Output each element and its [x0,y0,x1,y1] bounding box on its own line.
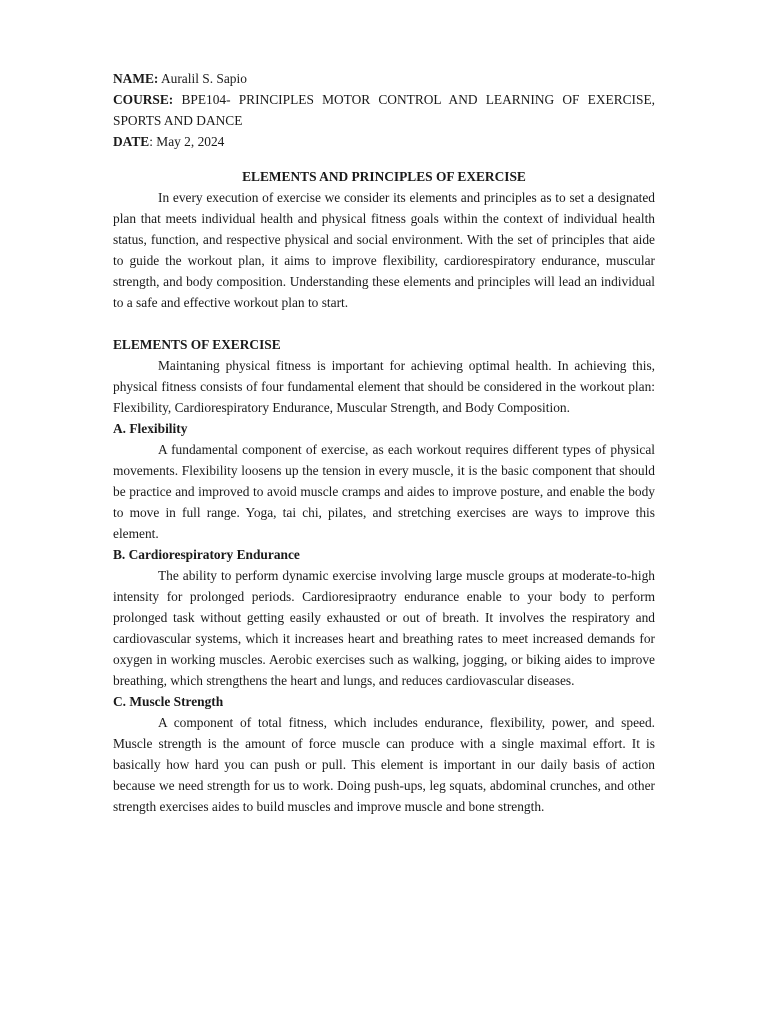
name-value: Auralil S. Sapio [160,71,247,86]
muscle-strength-heading: C. Muscle Strength [113,694,224,709]
name-line [113,68,655,89]
flexibility-heading: A. Flexibility [113,421,188,436]
course-label: COURSE: [113,92,174,107]
document-page [113,68,655,817]
date-value: : May 2, 2024 [149,134,225,149]
date-label: DATE [113,134,150,149]
intro-paragraph: In every execution of exercise we consider its elements and principles as to set a designated plan that meets individual health and physical fitness goals within the context of individual health status, function, and respective physical and social environment. With the set of principles that aide to guide the workout plan, it aims to improve flexibility, cardiorespiratory endurance, muscular strength, and body composition. Understanding these elements and principles will lead an individual to a safe and effective workout plan to start. [113,190,655,310]
name-label: NAME: [113,71,159,86]
elements-heading: ELEMENTS OF EXERCISE [113,337,281,352]
document-title: ELEMENTS AND PRINCIPLES OF EXERCISE [242,169,526,184]
flexibility-paragraph: A fundamental component of exercise, as each workout requires different types of physical movements. Flexibility loosens up the tension in every muscle, it is the basic component that should be practice and improved to avoid muscle cramps and aides to improve posture, and enable the body to move in full range. Yoga, tai chi, pilates, and stretching exercises are ways to improve this element. [113,442,655,541]
date-line [113,131,655,152]
muscle-strength-paragraph: A component of total fitness, which includes endurance, flexibility, power, and speed. Muscle strength is the amount of force muscle can produce with a single maximal effort. It is basically how hard you can push or pull. This element is important in our daily basis of action because we need strength for us to work. Doing push-ups, leg squats, abdominal crunches, and other strength exercises aides to build muscles and improve muscle and bone strength. [113,715,655,814]
course-line [113,89,655,131]
elements-intro-paragraph: Maintaning physical fitness is important for achieving optimal health. In achieving this, physical fitness consists of four fundamental element that should be considered in the workout plan: Flexibility, Cardiorespiratory Endurance, Muscular Strength, and Body Composition. [113,358,655,415]
cardiorespiratory-paragraph: The ability to perform dynamic exercise involving large muscle groups at moderate-to-high intensity for prolonged periods. Cardioresipraotry endurance enable to your body to perform prolonged task without getting easily exhausted or out of breath. It involves the respiratory and cardiovascular systems, which it increases heart and breathing rates to meet increased demands for oxygen in working muscles. Aerobic exercises such as walking, jogging, or biking aides to improve breathing, which strengthens the heart and lungs, and reduces cardiovascular diseases. [113,568,655,688]
course-value: BPE104- PRINCIPLES MOTOR CONTROL AND LEARNING OF EXERCISE, SPORTS AND DANCE [113,92,655,128]
cardiorespiratory-heading: B. Cardiorespiratory Endurance [113,547,300,562]
